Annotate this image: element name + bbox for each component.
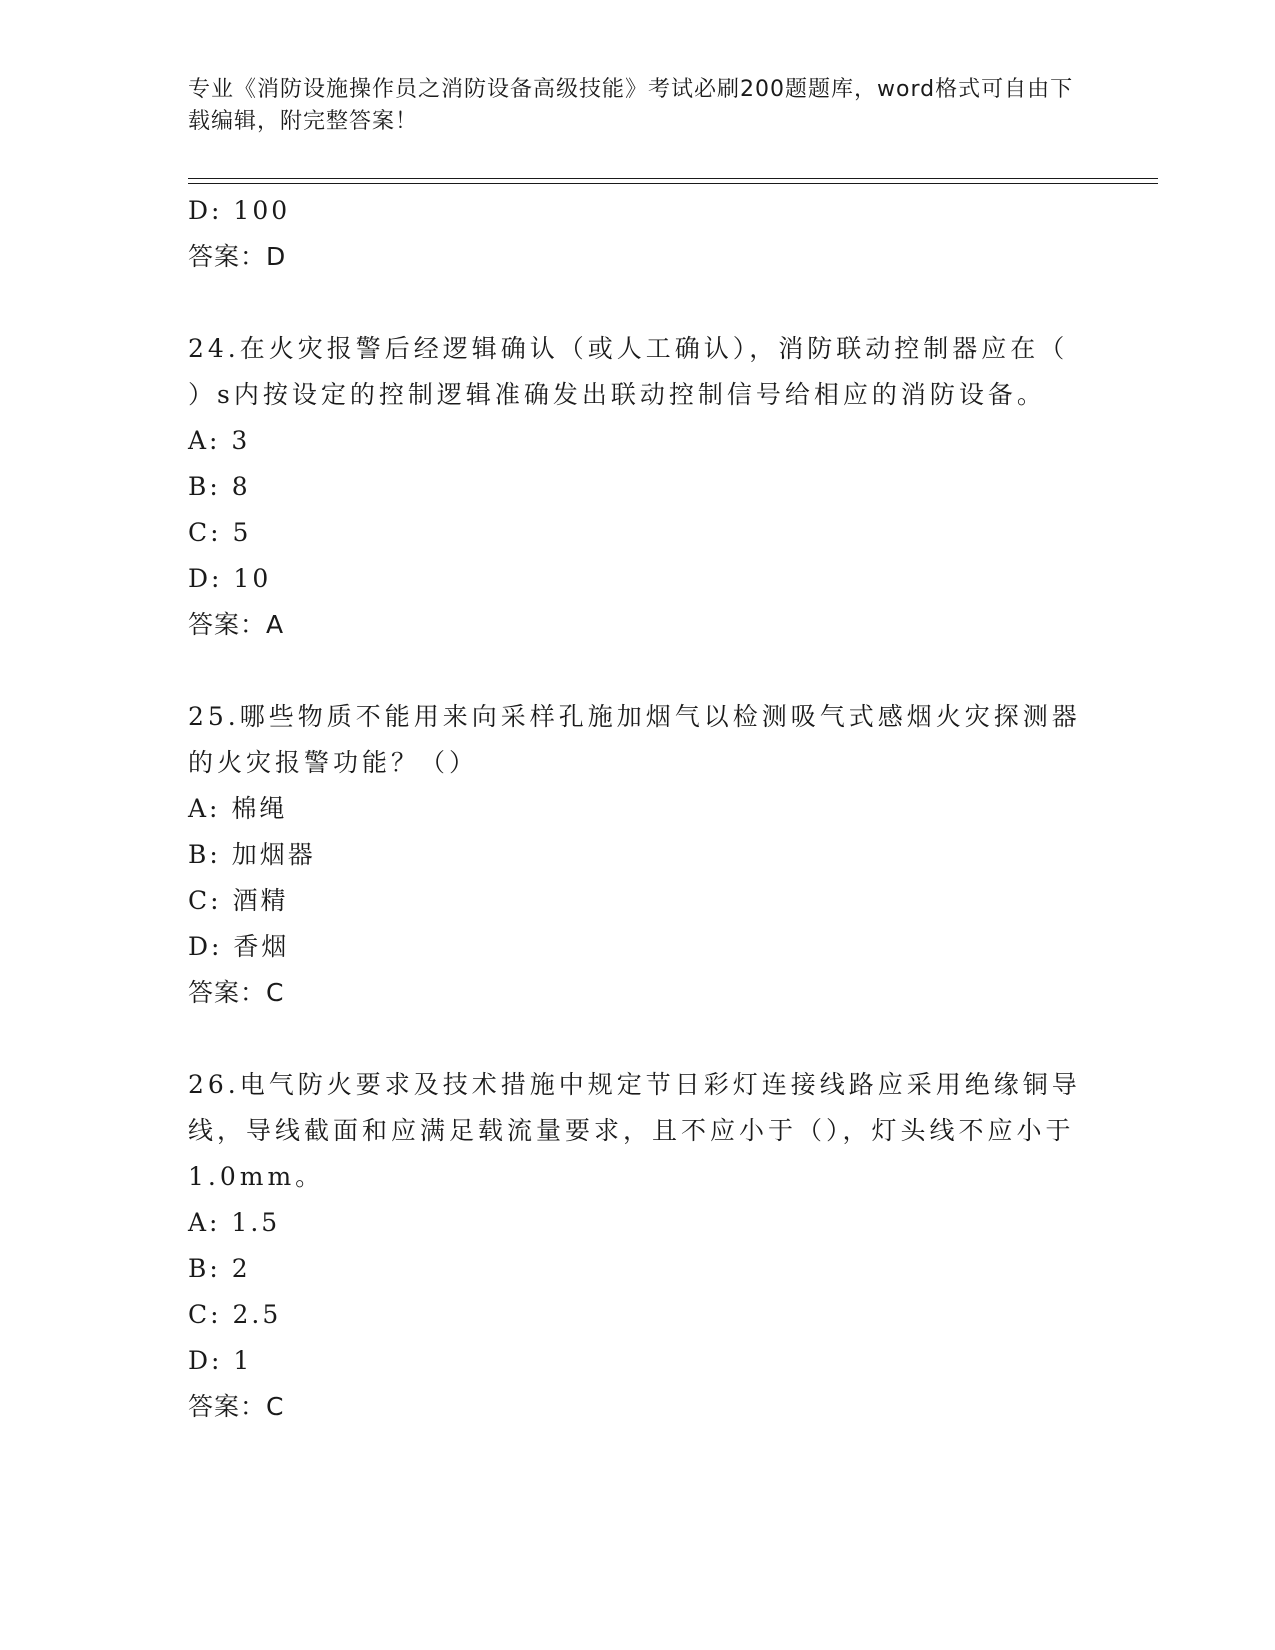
option-c: C: 酒精 bbox=[188, 886, 289, 915]
question-24 bbox=[188, 326, 1088, 648]
option-d: D: 香烟 bbox=[188, 932, 290, 961]
option-b: B: 加烟器 bbox=[188, 840, 316, 869]
question-23-tail bbox=[188, 188, 1088, 280]
option-a: A: 3 bbox=[188, 426, 251, 455]
question-list bbox=[188, 188, 1088, 1430]
question-stem: 24.在火灾报警后经逻辑确认（或人工确认），消防联动控制器应在（ ）s内按设定的控制逻辑准确发出联动控制信号给相应的消防设备。 bbox=[188, 334, 1069, 409]
answer: 答案：D bbox=[188, 242, 287, 271]
answer: 答案：C bbox=[188, 978, 285, 1007]
option-b: B: 8 bbox=[188, 472, 251, 501]
option-b: B: 2 bbox=[188, 1254, 251, 1283]
answer: 答案：A bbox=[188, 610, 285, 639]
option-c: C: 2.5 bbox=[188, 1300, 282, 1329]
option-a: A: 1.5 bbox=[188, 1208, 281, 1237]
question-stem: 25.哪些物质不能用来向采样孔施加烟气以检测吸气式感烟火灾探测器的火灾报警功能？（） bbox=[188, 702, 1081, 777]
answer: 答案：C bbox=[188, 1392, 285, 1421]
option-c: C: 5 bbox=[188, 518, 252, 547]
header-divider-bottom bbox=[188, 183, 1158, 184]
header-divider-top bbox=[188, 178, 1158, 179]
option-d: D: 100 bbox=[188, 196, 291, 225]
option-d: D: 1 bbox=[188, 1346, 253, 1375]
page-header: 专业《消防设施操作员之消防设备高级技能》考试必刷200题题库，word格式可自由下载编辑，附完整答案！ bbox=[188, 77, 1074, 134]
question-26 bbox=[188, 1062, 1088, 1430]
question-stem: 26.电气防火要求及技术措施中规定节日彩灯连接线路应采用绝缘铜导线，导线截面和应满足载流量要求，且不应小于（），灯头线不应小于1.0mm。 bbox=[188, 1070, 1081, 1191]
question-25 bbox=[188, 694, 1088, 1016]
option-a: A: 棉绳 bbox=[188, 794, 288, 823]
option-d: D: 10 bbox=[188, 564, 272, 593]
